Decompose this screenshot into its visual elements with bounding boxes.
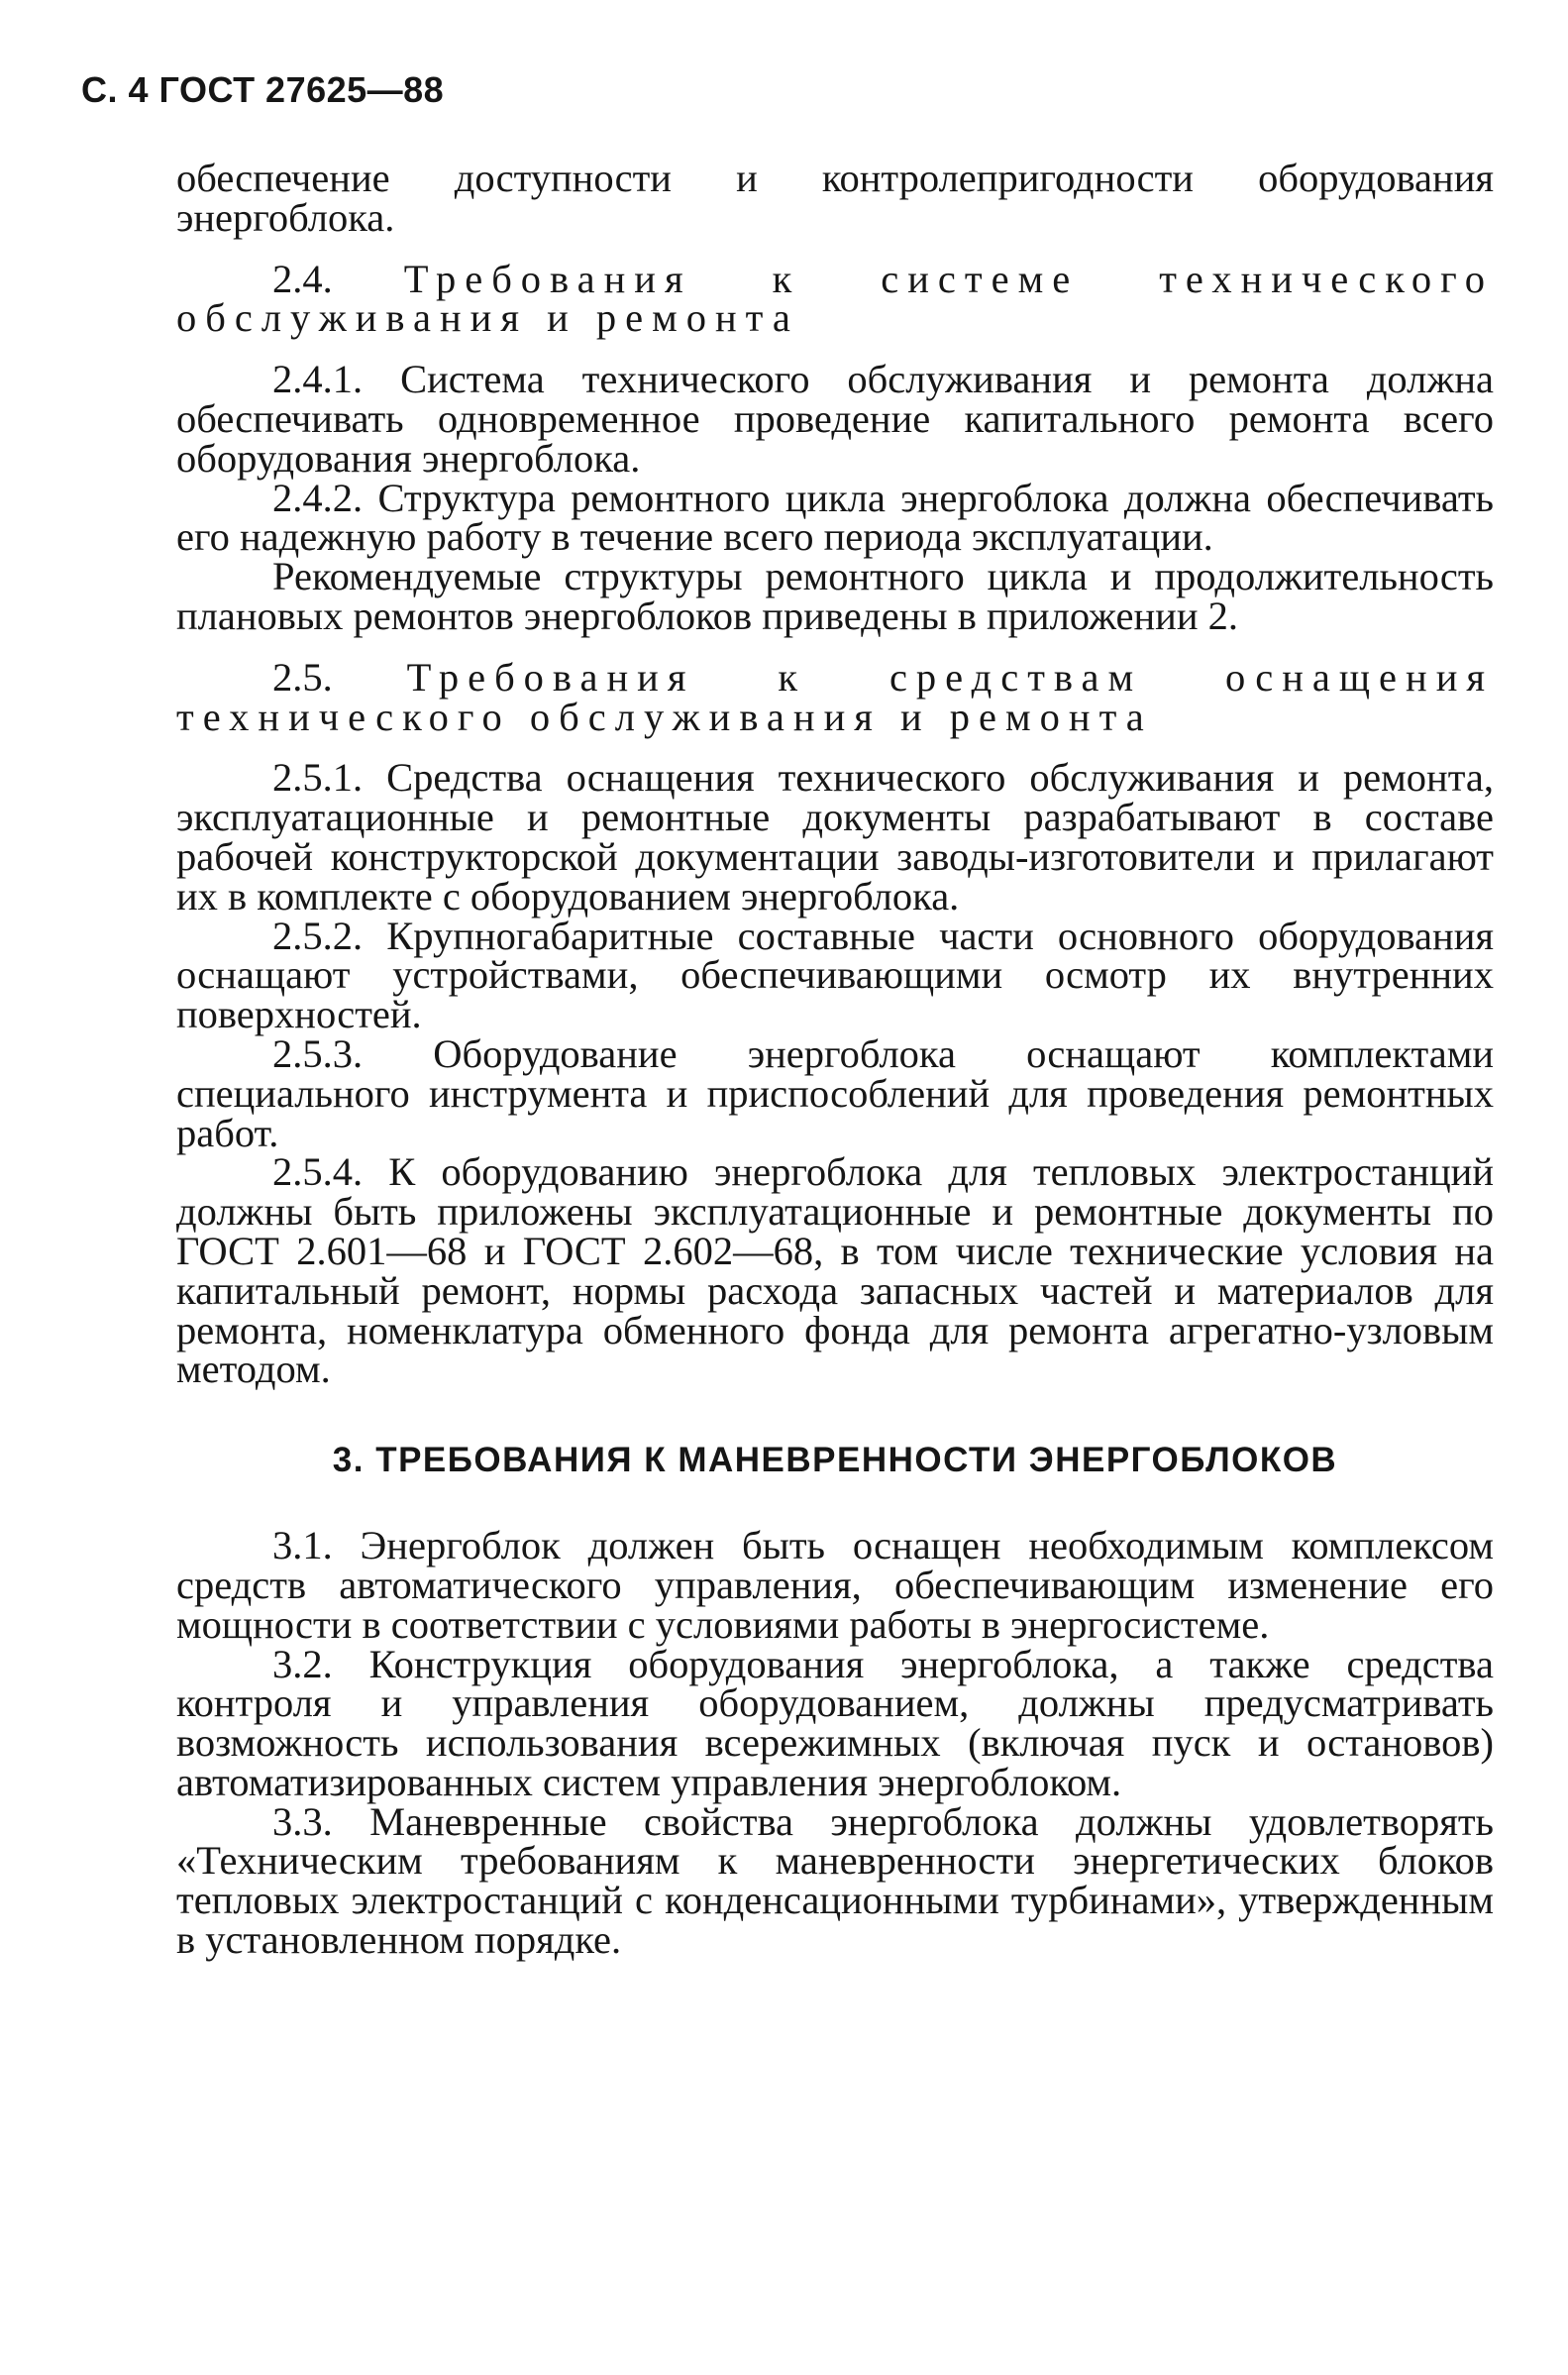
paragraph-intro-continuation: обеспечение доступности и контролепригодности оборудования энергоблока. xyxy=(176,156,1494,240)
heading-title: Требования к системе технического обслуживания и ремонта xyxy=(176,256,1494,341)
subsection-heading-2-4 xyxy=(176,256,1494,341)
heading-number: 2.5. xyxy=(272,654,333,700)
paragraph-2-4-1: 2.4.1. Система технического обслуживания и ремонта должна обеспечивать одновременное проведение капитального ремонта всего оборудования энергоблока. xyxy=(176,357,1494,481)
paragraph-recommendation: Рекомендуемые структуры ремонтного цикла и продолжительность плановых ремонтов энергоблоков приведены в приложении 2. xyxy=(176,554,1494,638)
paragraph-2-5-3: 2.5.3. Оборудование энергоблока оснащают комплектами специального инструмента и приспособлений для проведения ремонтных работ. xyxy=(176,1030,1494,1155)
heading-title: Требования к средствам оснащения технического обслуживания и ремонта xyxy=(176,654,1494,739)
subsection-heading-2-5 xyxy=(176,654,1494,739)
section-title-3: 3. ТРЕБОВАНИЯ К МАНЕВРЕННОСТИ ЭНЕРГОБЛОКОВ xyxy=(332,1441,1338,1480)
paragraph-3-3: 3.3. Маневренные свойства энергоблока должны удовлетворять «Техническим требованиям к маневренности энергетических блоков тепловых электростанций с конденсационными турбинами», утвержденным в установленном порядке. xyxy=(176,1798,1494,1963)
paragraph-2-5-4: 2.5.4. К оборудованию энергоблока для тепловых электростанций должны быть приложены эксплуатационные и ремонтные документы по ГОСТ 2.601—68 и ГОСТ 2.602—68, в том числе технические условия на капитальный ремонт, нормы расхода запасных частей и материалов для ремонта, номенклатура обменного фонда для ремонта агрегатно-узловым методом. xyxy=(176,1149,1494,1392)
paragraph-2-5-2: 2.5.2. Крупногабаритные составные части основного оборудования оснащают устройствами, обеспечивающими осмотр их внутренних поверхностей. xyxy=(176,913,1494,1037)
paragraph-2-5-1: 2.5.1. Средства оснащения технического обслуживания и ремонта, эксплуатационные и ремонтные документы разрабатывают в составе рабочей конструкторской документации заводы-изготовители и прилагают их в комплекте с оборудованием энергоблока. xyxy=(176,755,1494,918)
heading-number: 2.4. xyxy=(272,256,333,301)
paragraph-3-2: 3.2. Конструкция оборудования энергоблока, а также средства контроля и управления оборудованием, должны предусматривать возможность использования всережимных (включая пуск и остановов) автоматизированных систем управления энергоблоком. xyxy=(176,1641,1494,1804)
paragraph-3-1: 3.1. Энергоблок должен быть оснащен необходимым комплексом средств автоматического управления, обеспечивающим изменение его мощности в соответствии с условиями работы в энергосистеме. xyxy=(176,1523,1494,1647)
document-body xyxy=(176,156,1494,1963)
paragraph-2-4-2: 2.4.2. Структура ремонтного цикла энергоблока должна обеспечивать его надежную работу в течение всего периода эксплуатации. xyxy=(176,475,1494,560)
running-head: С. 4 ГОСТ 27625—88 xyxy=(81,69,445,110)
